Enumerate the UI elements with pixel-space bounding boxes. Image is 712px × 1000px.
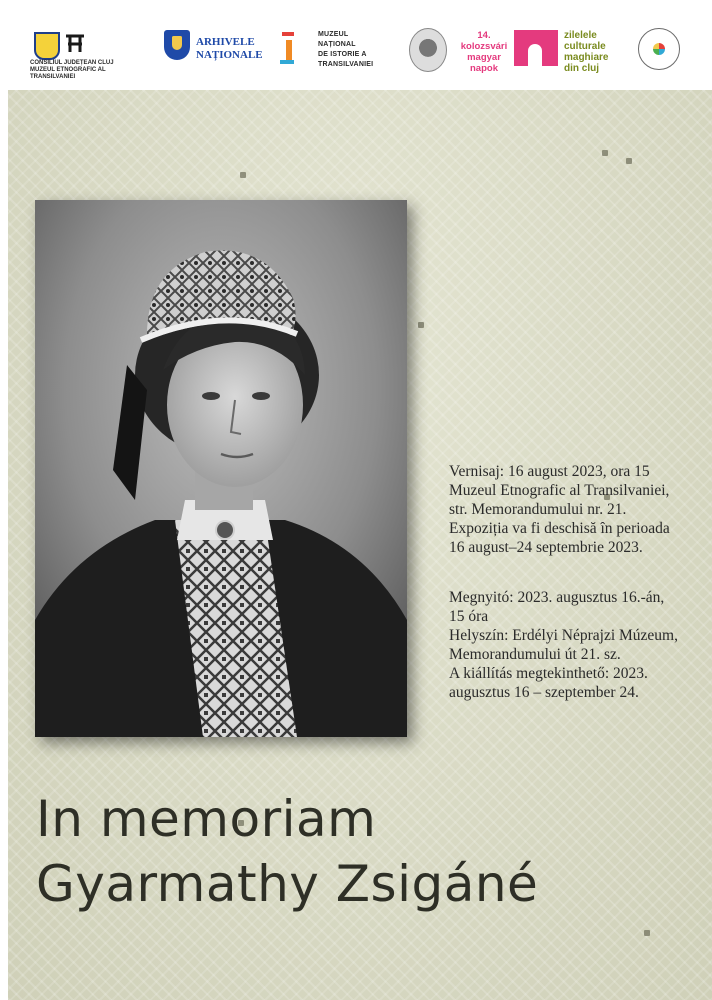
logo-bar-red (282, 32, 294, 36)
round-seal-icon (638, 28, 680, 70)
logo-bar-blue (280, 60, 294, 64)
embroidery-motif (626, 158, 632, 164)
poster (8, 90, 712, 1000)
arhivele-nationale-text: ARHIVELE NAȚIONALE (196, 36, 263, 61)
seal-icon (409, 28, 447, 72)
association-seal-logo (630, 26, 690, 76)
muzeul-national-logo (278, 26, 388, 76)
zilele-culturale-text: zilelele culturale maghiare din cluj (564, 30, 609, 74)
portrait-photo (35, 200, 407, 737)
shield-icon (164, 30, 190, 60)
museum-monogram-icon (64, 32, 86, 54)
exhibition-info-hungarian: Megnyitó: 2023. augusztus 16.-án, 15 óra Helyszín: Erdélyi Néprajzi Múzeum, Memorandumului út 21. sz. A kiállítás megtekinthető: 2023. augusztus 16 – szeptember 24. (449, 589, 678, 701)
logo-strip (0, 0, 712, 88)
embroidery-motif (602, 150, 608, 156)
poster-title-line-1: In memoriam (36, 790, 377, 848)
castle-icon (514, 30, 558, 66)
university-seal-logo (405, 26, 449, 76)
kolozsvari-napok-logo (458, 26, 510, 76)
kolozsvari-napok-text: 14. kolozsvári magyar napok (460, 30, 508, 74)
muzeul-national-text: MUZEUL NAȚIONAL DE ISTORIE A TRANSILVANIEI (318, 31, 374, 68)
exhibition-info-romanian: Vernisaj: 16 august 2023, ora 15 Muzeul Etnografic al Transilvaniei, str. Memorandumului nr. 21. Expoziția va fi deschisă în perioada 16 august–24 septembrie 2023. (449, 463, 670, 556)
consiliul-judetean-logo (30, 26, 140, 80)
portrait-image (35, 200, 407, 737)
consiliul-judetean-text: CONSILIUL JUDEȚEAN CLUJ MUZEUL ETNOGRAFIC AL TRANSILVANIEI (30, 60, 114, 80)
arhivele-nationale-logo (162, 26, 267, 76)
coat-of-arms-icon (34, 32, 60, 60)
embroidery-motif (240, 172, 246, 178)
poster-title-line-2: Gyarmathy Zsigáné (36, 855, 539, 913)
logo-bar-orange (286, 40, 292, 62)
embroidery-motif (644, 930, 650, 936)
embroidery-motif (418, 322, 424, 328)
zilele-culturale-logo (510, 26, 620, 76)
